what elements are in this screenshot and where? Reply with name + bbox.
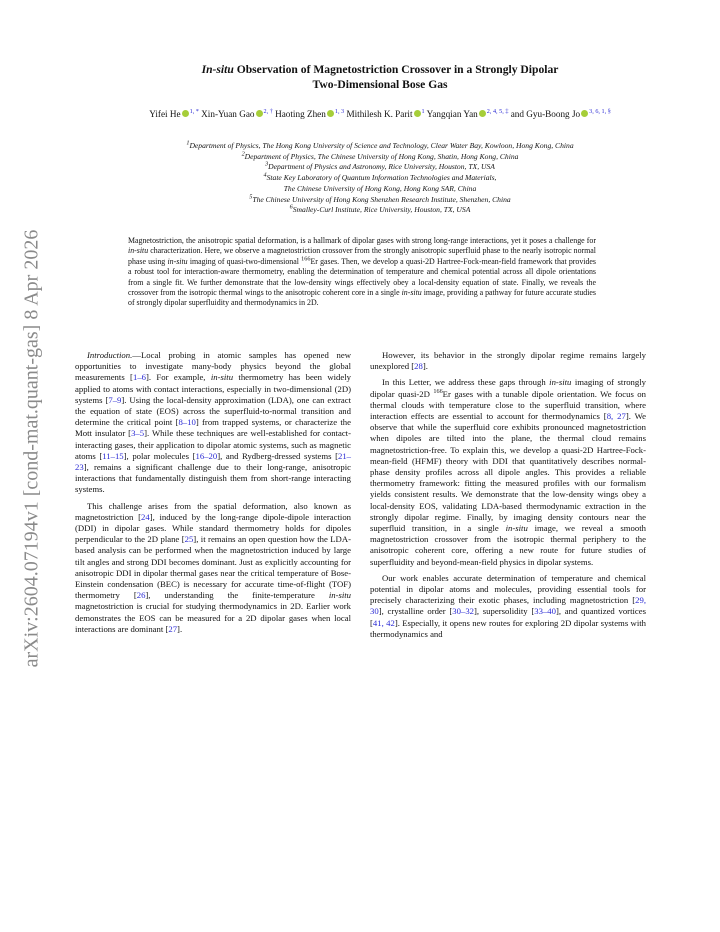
abstract xyxy=(128,236,596,309)
body-italic: in-situ xyxy=(328,590,352,601)
affiliation-line xyxy=(60,205,700,216)
body-italic: in-situ xyxy=(210,372,234,383)
citation-link[interactable]: 24 xyxy=(141,511,150,522)
affiliation-list xyxy=(60,141,700,216)
body-text: ]. We observe that while the superfluid core exhibits pronounced magnetostriction when dipoles are tilted into the plane, the thermal cloud remains magnetostriction-free. To explain this, we develop a quasi-2D Hartree-Fock-mean-field (HFMF) theory with DDI that quantitatively describes normal-phase density profiles across all dipole angles. This provides a reliable thermometry framework: fitting the measured profiles with our formalism yields consistent results. We demonstrate that the low-density wings obey a local-density EOS, validating LDA-based thermodynamic extraction in the strongly dipolar regime. Finally, by imaging density contours near the superfluid transition, in a single xyxy=(370,411,646,534)
orcid-icon[interactable] xyxy=(327,110,334,117)
affiliation-text: Department of Physics, The Chinese University of Hong Kong, Shatin, Hong Kong, China xyxy=(244,151,519,161)
body-text: ], it remains an open question how the LDA-based analysis can be performed when the magnetostriction induced by large tilt angles and strong DDI becomes dominant. Just as explicitly accounting for anisotropic DDI in dipolar thermal gases near the critical temperature of Bose-Einstein condensation (BEC) is necessary for accurate time-of-flight (TOF) thermometry [ xyxy=(75,534,351,601)
abstract-text: image, providing a pathway for future accurate studies of strongly dipolar superfluidity and thermodynamics in 2D. xyxy=(128,288,596,308)
citation-link[interactable]: 27 xyxy=(168,623,178,634)
abstract-text: Magnetostriction, the anisotropic spatial deformation, is a hallmark of dipolar gases with strong long-range interactions, yet it poses a challenge for xyxy=(128,236,596,245)
body-text: ], supersolidity [ xyxy=(474,606,535,617)
affiliation-number: 3 xyxy=(265,160,269,168)
body-text: ]. xyxy=(422,361,428,372)
citation-link[interactable]: 8, 27 xyxy=(606,411,626,422)
author xyxy=(346,109,424,119)
body-text: Our work enables accurate determination of temperature and chemical potential in dipolar atoms and molecules, providing essential tools for precisely characterizing their exotic phases, including magnetostriction [ xyxy=(370,572,646,606)
body-text: ], understanding the finite-temperature xyxy=(145,590,329,601)
arxiv-identifier-stamp xyxy=(14,225,50,685)
body-text: However, its behavior in the strongly dipolar regime remains largely unexplored [ xyxy=(370,350,646,372)
title-line-2: Two-Dimensional Bose Gas xyxy=(312,78,448,91)
affiliation-text: State Key Laboratory of Quantum Information Technologies and Materials, xyxy=(266,173,497,183)
citation-link[interactable]: 11–15 xyxy=(102,450,124,461)
body-text: ]. Especially, it opens new routes for exploring 2D dipolar systems with thermodynamics and xyxy=(370,617,647,639)
affiliation-text: The Chinese University of Hong Kong, Hong Kong SAR, China xyxy=(283,183,477,193)
author xyxy=(526,109,611,119)
affiliation-line xyxy=(60,173,700,184)
citation-link[interactable]: 8–10 xyxy=(178,417,196,428)
body-text: In this Letter, we address these gaps through xyxy=(382,377,550,388)
author xyxy=(149,109,199,119)
orcid-icon[interactable] xyxy=(256,110,263,117)
orcid-icon[interactable] xyxy=(182,110,189,117)
abstract-italic: in-situ xyxy=(167,256,188,266)
body-text: imaging of strongly dipolar quasi-2D xyxy=(370,377,646,399)
body-paragraph xyxy=(370,377,646,567)
body-italic: in-situ xyxy=(505,523,528,534)
author-affiliation-marks[interactable]: 2, † xyxy=(263,107,273,115)
author-name: Yifei He xyxy=(149,109,181,119)
author-name: Gyu-Boong Jo xyxy=(526,109,581,119)
author xyxy=(275,109,344,119)
citation-link[interactable]: 29, 30 xyxy=(370,595,646,617)
arxiv-identifier-text: arXiv:2604.07194v1 [cond-mat.quant-gas] 8 Apr 2026 xyxy=(20,229,43,668)
citation-link[interactable]: 26 xyxy=(136,590,146,601)
affiliation-line xyxy=(60,141,700,152)
body-text: ], induced by the long-range dipole-dipole interaction (DDI) in dipolar gases. While standard thermometry holds for dipoles perpendicular to the 2D plane [ xyxy=(75,511,352,545)
citation-link[interactable]: 41, 42 xyxy=(372,617,395,628)
citation-link[interactable]: 33–40 xyxy=(534,606,556,617)
affiliation-number: 1 xyxy=(186,139,190,147)
affiliation-line xyxy=(60,162,700,173)
abstract-text: characterization. Here, we observe a magnetostriction crossover from the strongly anisotropic superfluid phase to the nearly isotropic normal phase using xyxy=(128,246,596,266)
body-text: ], polar molecules [ xyxy=(123,450,196,461)
citation-link[interactable]: 25 xyxy=(184,534,194,545)
body-text: —Local probing in atomic samples has opened new opportunities to investigate many-body physics beyond the global measurements [ xyxy=(75,350,351,383)
title-line-1-rest: Observation of Magnetostriction Crossover in a Strongly Dipolar xyxy=(233,63,559,76)
body-paragraph xyxy=(370,350,646,372)
abstract-text: imaging of quasi-two-dimensional xyxy=(187,256,302,266)
body-paragraph xyxy=(75,501,351,635)
orcid-icon[interactable] xyxy=(414,110,421,117)
author xyxy=(201,109,273,119)
citation-link[interactable]: 1–6 xyxy=(132,372,146,383)
body-paragraph xyxy=(75,350,351,496)
affiliation-line xyxy=(60,192,700,206)
abstract-italic: in-situ xyxy=(401,288,422,298)
affiliation-text: The Chinese University of Hong Kong Shenzhen Research Institute, Shenzhen, China xyxy=(252,194,511,204)
citation-link[interactable]: 30–32 xyxy=(452,606,474,617)
paper-title xyxy=(90,62,670,92)
affiliation-line xyxy=(60,152,700,163)
author-list xyxy=(120,108,640,121)
author-name: Xin-Yuan Gao xyxy=(201,109,255,119)
affiliation-number: 2 xyxy=(241,150,245,158)
body-column-right xyxy=(370,350,646,640)
body-text: image, we reveal a smooth magnetostriction crossover from the isotropic thermal periphery to the anisotropic coherent core, offering a new route for future studies of superfluidity and beyond-mean-field physics in dipolar systems. xyxy=(370,523,646,567)
body-text: ]. While these techniques are well-established for contact-interacting gases, their application to dipolar atomic systems, such as magnetic atoms [ xyxy=(75,428,351,461)
body-text: Er gases with a tunable dipole orientation. We focus on thermal clouds with temperature close to the superfluid transition, where interaction effects are essential to account for thermodynamics [ xyxy=(370,388,646,422)
orcid-icon[interactable] xyxy=(581,110,588,117)
body-text: ], and Rydberg-dressed systems [ xyxy=(217,450,338,461)
body-text: ], crystalline order [ xyxy=(378,606,453,617)
author-name: Mithilesh K. Parit xyxy=(346,109,413,119)
title-line-1 xyxy=(90,62,670,77)
title-italic: In-situ xyxy=(201,63,234,76)
body-column-left xyxy=(75,350,351,635)
body-text: ], remains a significant challenge due to their long-range, anisotropic interactions that fundamentally distinguish them from short-range interacting systems. xyxy=(75,462,351,495)
affiliation-number: 4 xyxy=(263,171,267,179)
author-name: Yangqian Yan xyxy=(426,109,478,119)
citation-link[interactable]: 3–5 xyxy=(131,428,145,439)
author-conjunction: and xyxy=(510,109,524,119)
author-affiliation-marks[interactable]: 1, * xyxy=(189,107,199,115)
body-italic: in-situ xyxy=(549,377,572,388)
citation-link[interactable]: 21–23 xyxy=(75,450,351,473)
body-text: ], and quantized vortices [ xyxy=(370,606,646,628)
author-affiliation-marks[interactable]: 1, 3 xyxy=(334,107,345,115)
body-italic: Introduction. xyxy=(87,350,133,360)
affiliation-text: Department of Physics, The Hong Kong University of Science and Technology, Clear Water Bay, Kowloon, Hong Kong, China xyxy=(189,141,574,150)
affiliation-number: 6 xyxy=(289,203,293,211)
author-name: Haoting Zhen xyxy=(275,109,326,119)
affiliation-line xyxy=(60,184,700,195)
author-affiliation-marks[interactable]: 3, 6, 1, § xyxy=(589,107,611,115)
body-text: This challenge arises from the spatial deformation, also known as magnetostriction [ xyxy=(75,500,351,522)
isotope-superscript: 166 xyxy=(301,255,311,263)
affiliation-number: 5 xyxy=(249,192,253,200)
citation-link[interactable]: 28 xyxy=(414,361,423,372)
body-text: ]. xyxy=(177,623,183,634)
body-text: ] from trapped systems, or characterize the Mott insulator [ xyxy=(75,417,351,439)
body-text: thermometry has been widely applied to atoms with contact interactions, especially in two-dimensional (2D) systems [ xyxy=(75,372,352,405)
abstract-text: Er gases. Then, we develop a quasi-2D Hartree-Fock-mean-field framework that provides a robust tool for interaction-aware thermometry, enabling the determination of temperature and chemical potential across all dipole orientations from a single fit. We further demonstrate that the low-density wings effectively obey a local-density equation of state. Finally, we reveals the crossover from the isotropic thermal wings to the anisotropic coherent core in a single xyxy=(128,256,596,298)
citation-link[interactable]: 16–20 xyxy=(195,450,218,461)
affiliation-text: Department of Physics and Astronomy, Rice University, Houston, TX, USA xyxy=(268,162,495,172)
affiliation-text: Smalley-Curl Institute, Rice University, Houston, TX, USA xyxy=(292,205,471,215)
body-text: magnetostriction is crucial for studying thermodynamics in 2D. Earlier work demonstrates the EOS can be measured for a 2D dipolar gases when local interactions are dominant [ xyxy=(75,601,351,634)
abstract-italic: in-situ xyxy=(128,246,149,256)
body-text: ]. Using the local-density approximation (LDA), one can extract the equation of state (EOS) across the superfluid-to-normal transition and determine the critical point [ xyxy=(75,394,352,428)
author-affiliation-marks[interactable]: 2, 4, 5, ‡ xyxy=(486,107,509,115)
body-text: ]. For example, xyxy=(146,372,211,383)
orcid-icon[interactable] xyxy=(479,110,486,117)
author-affiliation-marks[interactable]: 1 xyxy=(421,107,425,115)
citation-link[interactable]: 7–9 xyxy=(108,394,122,405)
body-paragraph xyxy=(370,573,646,640)
author xyxy=(427,109,509,119)
isotope-superscript: 166 xyxy=(433,387,443,395)
